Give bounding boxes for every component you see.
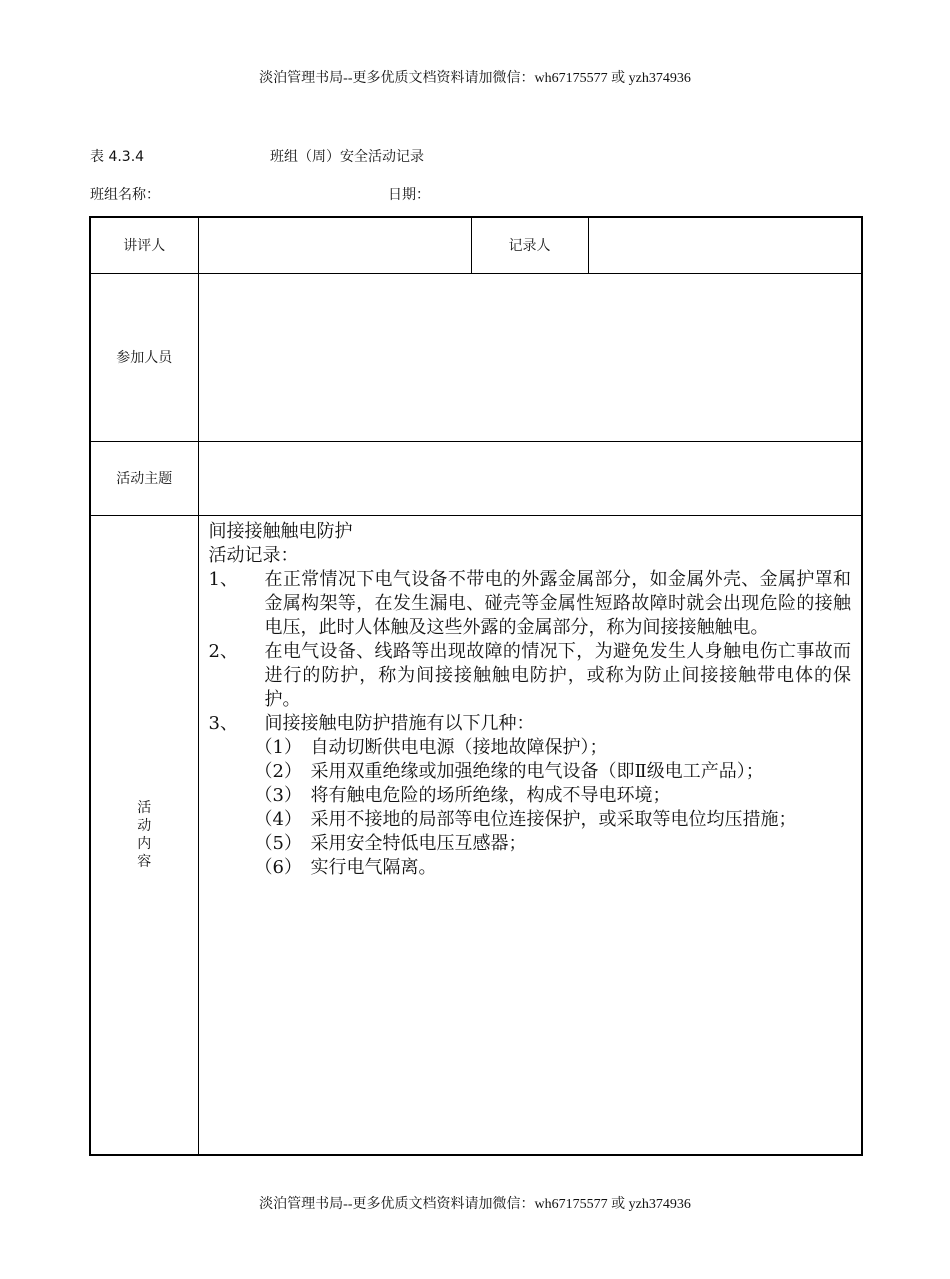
measure-item — [255, 784, 852, 808]
page-header: 淡泊管理书局--更多优质文档资料请加微信：wh67175577 或 yzh374936 — [259, 71, 691, 86]
participants-field[interactable] — [198, 273, 862, 441]
content-label-cell — [90, 515, 198, 1155]
measures-list — [209, 736, 852, 880]
measure-item — [255, 760, 852, 784]
list-item-number: 1、 — [208, 568, 238, 590]
measure-item — [255, 736, 852, 760]
measure-item — [255, 856, 852, 880]
reviewer-field[interactable] — [198, 217, 471, 273]
list-item-text: 在正常情况下电气设备不带电的外露金属部分，如金属外壳、金属护罩和金属构架等，在发生漏电、碰壳等金属性短路故障时就会出现危险的接触电压，此时人体触及这些外露的金属部分，称为间接接触触电。 — [264, 568, 851, 638]
measure-number: （2） — [254, 760, 302, 782]
list-item — [209, 712, 852, 736]
content-heading: 间接接触触电防护 — [208, 520, 353, 542]
reviewer-label: 讲评人 — [90, 217, 198, 273]
recorder-label: 记录人 — [471, 217, 588, 273]
safety-activity-record-table — [89, 216, 863, 1156]
measure-number: （4） — [254, 808, 302, 830]
list-item-number: 2、 — [208, 640, 238, 662]
measure-number: （5） — [254, 832, 302, 854]
form-title: 班组（周）安全活动记录 — [270, 149, 424, 165]
measure-number: （6） — [254, 856, 302, 878]
list-item-text: 在电气设备、线路等出现故障的情况下，为避免发生人身触电伤亡事故而进行的防护，称为间接接触触电防护，或称为防止间接接触带电体的保护。 — [264, 640, 851, 710]
topic-field[interactable] — [198, 441, 862, 515]
measure-item — [255, 832, 852, 856]
participants-label: 参加人员 — [90, 273, 198, 441]
measure-text: 采用安全特低电压互感器； — [310, 832, 527, 854]
measure-number: （1） — [254, 736, 302, 758]
content-field[interactable] — [198, 515, 862, 1155]
list-item — [209, 568, 852, 640]
measure-text: 采用不接地的局部等电位连接保护，或采取等电位均压措施； — [310, 808, 797, 830]
team-name-label: 班组名称： — [90, 187, 160, 203]
measure-item — [255, 808, 852, 832]
list-item-text: 间接接触电防护措施有以下几种： — [264, 712, 535, 734]
page-footer: 淡泊管理书局--更多优质文档资料请加微信：wh67175577 或 yzh374936 — [259, 1197, 691, 1212]
list-item — [209, 640, 852, 712]
topic-label: 活动主题 — [90, 441, 198, 515]
measure-text: 将有触电危险的场所绝缘，构成不导电环境； — [310, 784, 671, 806]
date-label: 日期： — [388, 187, 430, 203]
measure-text: 实行电气隔离。 — [310, 856, 437, 878]
measure-text: 采用双重绝缘或加强绝缘的电气设备（即Ⅱ级电工产品）； — [310, 760, 764, 782]
numbered-list — [209, 568, 852, 736]
list-item-number: 3、 — [208, 712, 238, 734]
measure-number: （3） — [254, 784, 302, 806]
content-label: 活动内容 — [137, 799, 152, 870]
table-number: 表 4.3.4 — [90, 149, 145, 165]
recorder-field[interactable] — [588, 217, 862, 273]
record-label: 活动记录： — [208, 544, 299, 566]
measure-text: 自动切断供电电源（接地故障保护）； — [310, 736, 608, 758]
